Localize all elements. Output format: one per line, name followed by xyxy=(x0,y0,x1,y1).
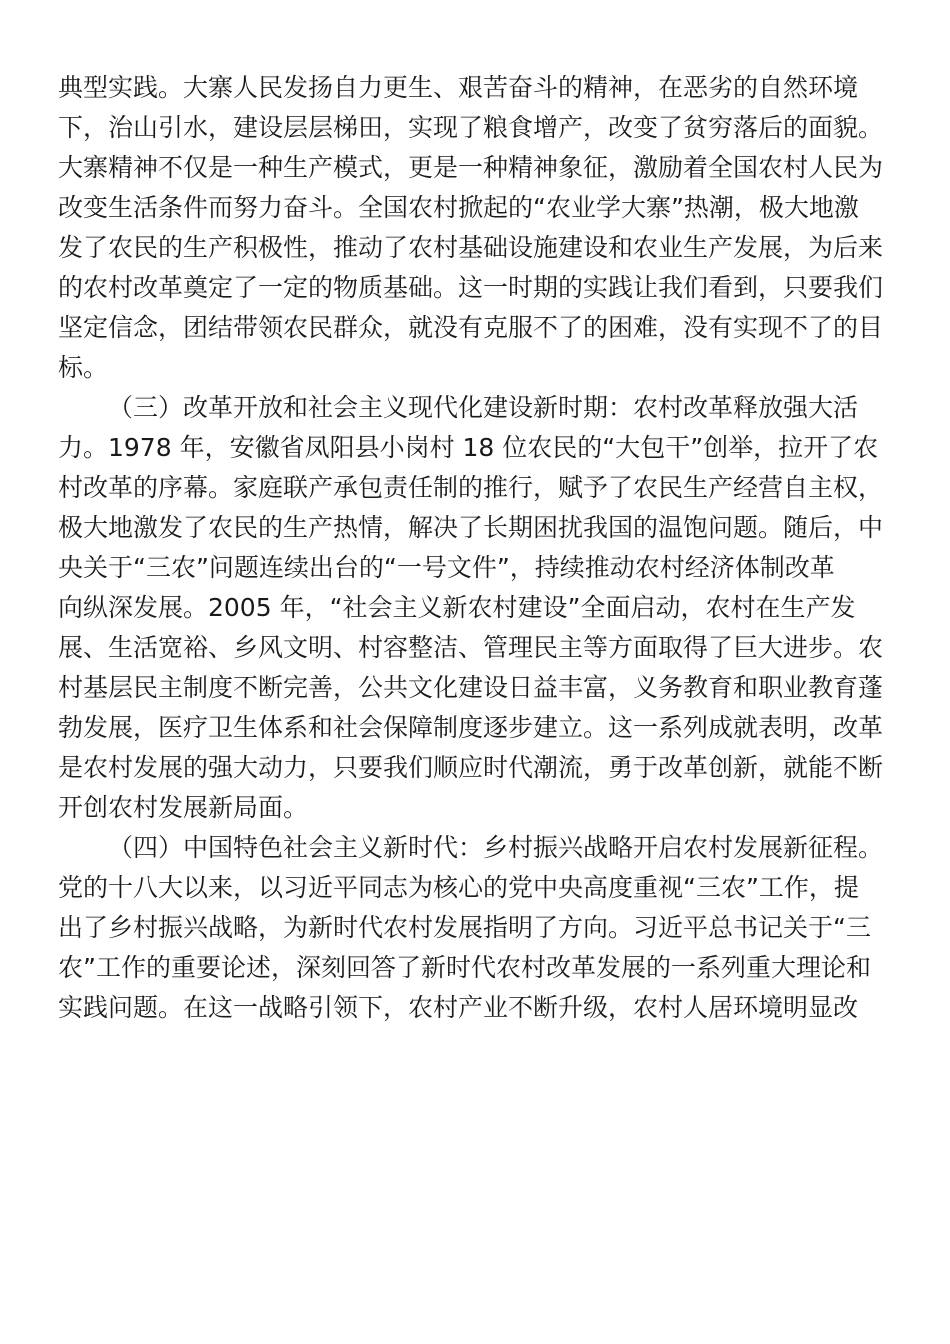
text-line: 典型实践。大寨人民发扬自力更生、艰苦奋斗的精神，在恶劣的自然环境 xyxy=(58,73,859,102)
text-line: 大寨精神不仅是一种生产模式，更是一种精神象征，激励着全国农村人民为 xyxy=(58,153,884,182)
document-body xyxy=(58,68,898,1028)
text-line: 下，治山引水，建设层层梯田，实现了粮食增产，改变了贫穷落后的面貌。 xyxy=(58,113,884,142)
text-line: 村基层民主制度不断完善，公共文化建设日益丰富，义务教育和职业教育蓬 xyxy=(58,673,884,702)
text-line: 农”工作的重要论述，深刻回答了新时代农村改革发展的一系列重大理论和 xyxy=(58,953,871,982)
text-line: 党的十八大以来，以习近平同志为核心的党中央高度重视“三农”工作，提 xyxy=(58,873,859,902)
text-line: 实践问题。在这一战略引领下，农村产业不断升级，农村人居环境明显改 xyxy=(58,993,859,1022)
text-line: 展、生活宽裕、乡风文明、村容整洁、管理民主等方面取得了巨大进步。农 xyxy=(58,633,884,662)
text-line: 坚定信念，团结带领农民群众，就没有克服不了的困难，没有实现不了的目 xyxy=(58,313,884,342)
text-line: 是农村发展的强大动力，只要我们顺应时代潮流，勇于改革创新，就能不断 xyxy=(58,753,884,782)
text-line: 央关于“三农”问题连续出台的“一号文件”，持续推动农村经济体制改革 xyxy=(58,553,835,582)
text-line: 勃发展，医疗卫生体系和社会保障制度逐步建立。这一系列成就表明，改革 xyxy=(58,713,884,742)
text-line: 向纵深发展。2005 年，“社会主义新农村建设”全面启动，农村在生产发 xyxy=(58,593,856,622)
text-line: 极大地激发了农民的生产热情，解决了长期困扰我国的温饱问题。随后，中 xyxy=(58,513,884,542)
section-heading-line: （三）改革开放和社会主义现代化建设新时期：农村改革释放强大活 xyxy=(108,393,859,422)
text-line: 力。1978 年，安徽省凤阳县小岗村 18 位农民的“大包干”创举，拉开了农 xyxy=(58,433,879,462)
text-line: 开创农村发展新局面。 xyxy=(58,793,309,822)
text-line: 改变生活条件而努力奋斗。全国农村掀起的“农业学大寨”热潮，极大地激 xyxy=(58,193,859,222)
section-heading-line: （四）中国特色社会主义新时代：乡村振兴战略开启农村发展新征程。 xyxy=(108,833,884,862)
text-line: 出了乡村振兴战略，为新时代农村发展指明了方向。习近平总书记关于“三 xyxy=(58,913,871,942)
text-line: 发了农民的生产积极性，推动了农村基础设施建设和农业生产发展，为后来 xyxy=(58,233,884,262)
text-line: 的农村改革奠定了一定的物质基础。这一时期的实践让我们看到，只要我们 xyxy=(58,273,884,302)
text-line: 标。 xyxy=(58,353,109,382)
text-line: 村改革的序幕。家庭联产承包责任制的推行，赋予了农民生产经营自主权， xyxy=(58,473,884,502)
